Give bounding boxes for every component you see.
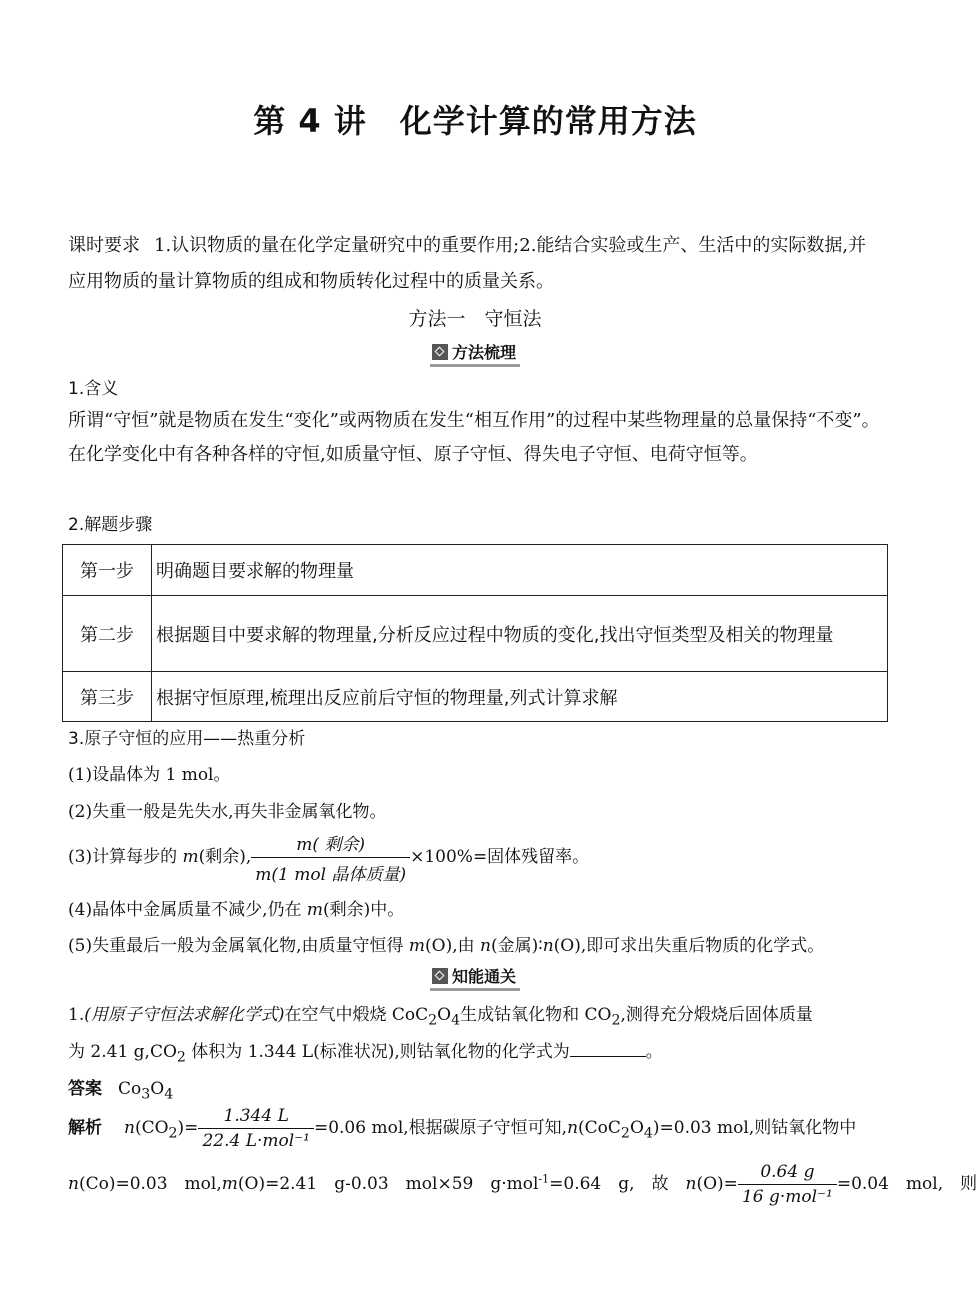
analysis-text: )=0.03 mol,则钴氧化物中 xyxy=(652,1118,857,1138)
q1-sub: 2 xyxy=(176,1049,186,1066)
analysis-var: n xyxy=(124,1118,135,1138)
q1-text: 。 xyxy=(645,1042,663,1062)
section-thermo-heading: 3.原子守恒的应用——热重分析 xyxy=(68,729,306,749)
item5-b: (O),由 xyxy=(425,936,481,956)
step-label: 第一步 xyxy=(63,545,152,596)
analysis-var: n xyxy=(68,1174,79,1194)
method-summary-badge-wrap xyxy=(0,340,950,367)
analysis-text: (CO xyxy=(134,1118,169,1138)
section-steps-heading: 2.解题步骤 xyxy=(68,515,153,535)
answer-blank xyxy=(570,1042,646,1057)
q1-sub: 2 xyxy=(611,1012,621,1029)
thermo-item-1: (1)设晶体为 1 mol。 xyxy=(68,765,231,785)
answer-label: 答案 xyxy=(68,1079,102,1099)
q1-sub: 4 xyxy=(451,1012,461,1029)
step-label: 第三步 xyxy=(63,672,152,722)
practice-label: 知能通关 xyxy=(451,967,516,986)
item4-m: m xyxy=(306,900,324,920)
fraction-numerator: m( 剩余) xyxy=(251,830,410,858)
analysis-text: =0.06 mol,根据碳原子守恒可知, xyxy=(313,1118,568,1138)
analysis-sub: 2 xyxy=(620,1125,630,1142)
thermo-item-3 xyxy=(68,830,888,885)
table-row xyxy=(63,545,888,596)
lesson-requirement xyxy=(68,228,883,300)
analysis-text: O xyxy=(629,1118,644,1138)
fraction-numerator: 1.344 L xyxy=(198,1106,314,1129)
section-meaning-text: 所谓“守恒”就是物质在发生“变化”或两物质在发生“相互作用”的过程中某些物理量的总量保持“不变”。在化学变化中有各种各样的守恒,如质量守恒、原子守恒、得失电子守恒、电荷守恒等。 xyxy=(68,410,880,465)
thermo-item-2: (2)失重一般是先失水,再失非金属氧化物。 xyxy=(68,802,387,822)
q1-text: ,测得充分煅烧后固体质量 xyxy=(620,1005,813,1025)
practice-badge xyxy=(430,964,520,991)
item3-prefix: (3)计算每步的 xyxy=(68,847,183,867)
fraction-denominator: 22.4 L·mol⁻¹ xyxy=(202,1131,310,1151)
q1-text: O xyxy=(437,1005,452,1025)
item5-n2: n xyxy=(542,936,554,956)
answer-sub: 3 xyxy=(141,1086,151,1103)
q1-text: 体积为 1.344 L(标准状况),则钴氧化物的化学式为 xyxy=(185,1042,570,1062)
analysis-sup: -1 xyxy=(538,1172,550,1186)
table-row xyxy=(63,596,888,672)
q1-text: 在空气中煅烧 CoC xyxy=(284,1005,429,1025)
step-desc: 根据题目中要求解的物理量,分析反应过程中物质的变化,找出守恒类型及相关的物理量 xyxy=(152,596,888,672)
step-desc: 明确题目要求解的物理量 xyxy=(152,545,888,596)
analysis-sub: 4 xyxy=(643,1125,653,1142)
fraction-denominator: 16 g·mol⁻¹ xyxy=(741,1187,833,1207)
analysis-text: (CoC xyxy=(578,1118,621,1138)
analysis-text: =0.04 mol, 则 xyxy=(836,1174,977,1194)
section-meaning-heading: 1.含义 xyxy=(68,379,119,399)
step-label: 第二步 xyxy=(63,596,152,672)
item5-n1: n xyxy=(480,936,491,956)
answer-line xyxy=(68,1074,888,1102)
fraction-denominator: m(1 mol 晶体质量) xyxy=(255,865,407,885)
thermo-item-4 xyxy=(68,895,888,920)
practice-badge-wrap xyxy=(0,964,950,991)
question-1-line-1 xyxy=(68,1000,888,1028)
method-title: 方法一 守恒法 xyxy=(408,308,542,330)
residual-fraction xyxy=(251,830,410,885)
item4-prefix: (4)晶体中金属质量不减少,仍在 xyxy=(68,900,307,920)
analysis-var: n xyxy=(685,1174,697,1194)
step-desc: 根据守恒原理,梳理出反应前后守恒的物理量,列式计算求解 xyxy=(152,672,888,722)
analysis-text: )= xyxy=(177,1118,199,1138)
diamond-icon xyxy=(432,344,448,360)
q1-sub: 2 xyxy=(428,1012,438,1029)
requirement-text: 1.认识物质的量在化学定量研究中的重要作用;2.能结合实验或生产、生活中的实际数据,并应用物质的量计算物质的组成和物质转化过程中的质量关系。 xyxy=(68,235,867,292)
question-number: 1. xyxy=(68,1005,85,1025)
requirement-label: 课时要求 xyxy=(68,235,140,256)
method-summary-badge xyxy=(430,340,520,367)
item3-m: m xyxy=(182,847,199,867)
thermo-item-5 xyxy=(68,931,888,956)
analysis-line-2 xyxy=(68,1162,977,1207)
item3-mid: (剩余), xyxy=(198,847,252,867)
steps-table xyxy=(62,544,888,722)
answer-value: O xyxy=(150,1079,165,1099)
fraction-numerator: 0.64 g xyxy=(738,1162,837,1185)
table-row xyxy=(63,672,888,722)
analysis-text: =0.64 g, 故 xyxy=(549,1174,686,1194)
analysis-sub: 2 xyxy=(168,1125,178,1142)
item4-suffix: (剩余)中。 xyxy=(323,900,405,920)
answer-value: Co xyxy=(118,1079,142,1099)
analysis-text: (Co)=0.03 mol, xyxy=(78,1174,222,1194)
analysis-label: 解析 xyxy=(68,1118,102,1138)
analysis-text: (O)=2.41 g-0.03 mol×59 g·mol xyxy=(237,1174,539,1194)
question-hint: (用原子守恒法求解化学式) xyxy=(84,1005,285,1025)
oxygen-mole-fraction xyxy=(738,1162,837,1207)
q1-text: 为 2.41 g,CO xyxy=(68,1042,177,1062)
q1-text: 生成钴氧化物和 CO xyxy=(460,1005,612,1025)
lesson-title: 第 4 讲 化学计算的常用方法 xyxy=(253,102,697,140)
answer-sub: 4 xyxy=(164,1086,174,1103)
co2-mole-fraction xyxy=(198,1106,314,1151)
item5-m: m xyxy=(408,936,426,956)
item5-c: (金属)∶ xyxy=(490,936,543,956)
question-1-line-2 xyxy=(68,1037,888,1065)
method-summary-label: 方法梳理 xyxy=(451,343,516,362)
diamond-icon xyxy=(432,968,448,984)
item3-suffix: ×100%=固体残留率。 xyxy=(410,847,590,867)
item5-d: (O),即可求出失重后物质的化学式。 xyxy=(553,936,825,956)
analysis-line-1 xyxy=(68,1106,888,1151)
analysis-var: m xyxy=(221,1174,238,1194)
analysis-var: n xyxy=(567,1118,579,1138)
analysis-text: (O)= xyxy=(696,1174,738,1194)
item5-a: (5)失重最后一般为金属氧化物,由质量守恒得 xyxy=(68,936,409,956)
